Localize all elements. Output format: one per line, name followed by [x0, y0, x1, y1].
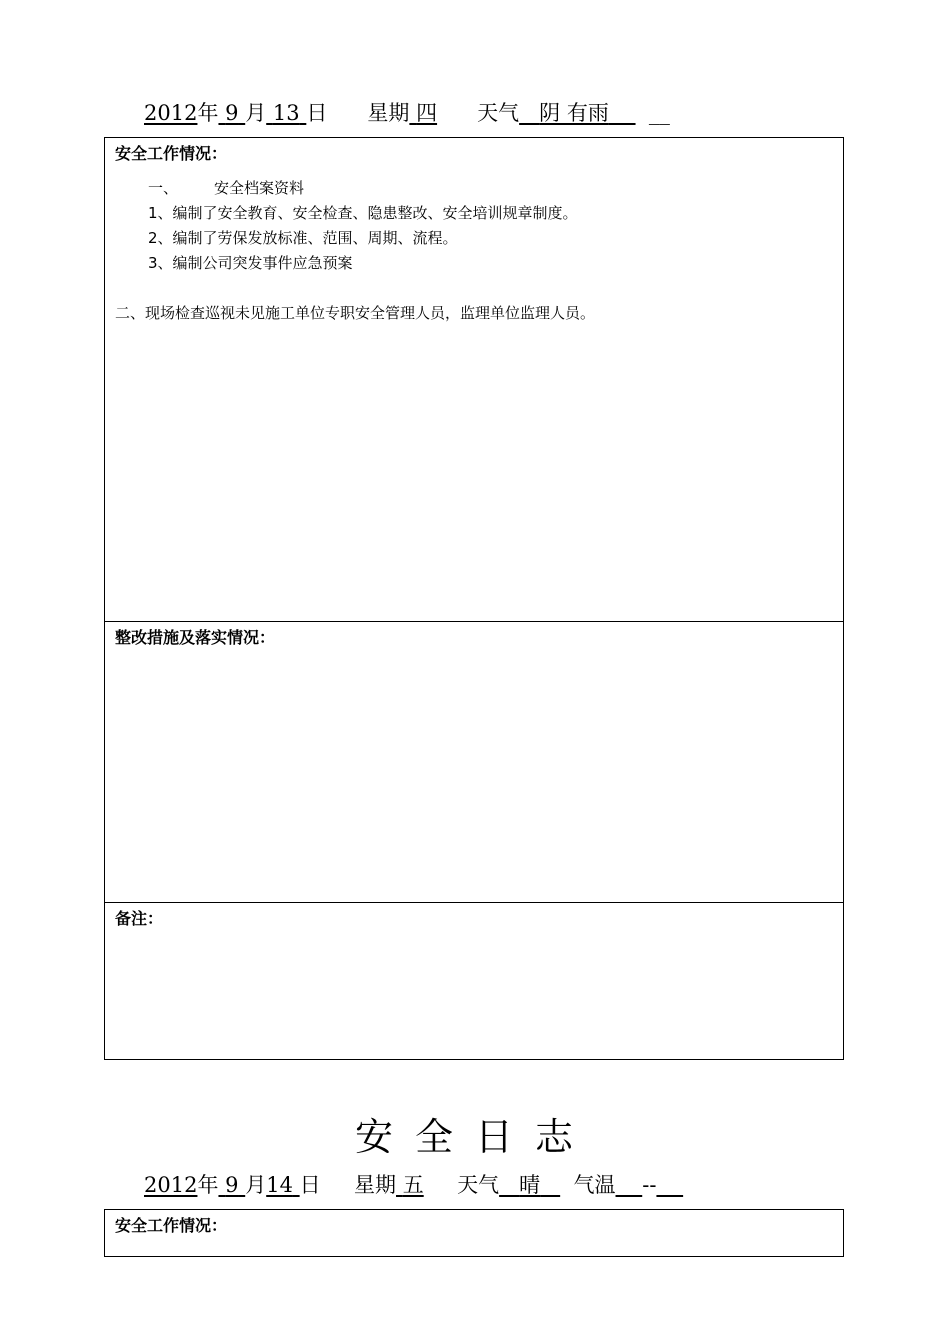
year-suffix: 年	[197, 101, 219, 125]
day-value: 14	[266, 1173, 293, 1197]
weather-label: 天气	[457, 1173, 500, 1197]
heading-1-number: 一、	[148, 179, 179, 197]
work-section	[105, 1210, 843, 1256]
remarks-section	[105, 903, 843, 1059]
temperature-value: --	[642, 1173, 657, 1197]
remarks-section-title: 备注：	[115, 909, 164, 928]
year-value: 2012	[144, 1173, 198, 1197]
rectify-section-title: 整改措施及落实情况：	[115, 628, 276, 647]
weekday-label: 星期	[354, 1173, 397, 1197]
work-item-2: 2、编制了劳保发放标准、范围、周期、流程。	[148, 229, 458, 247]
weekday-label: 星期	[367, 101, 410, 125]
year-suffix: 年	[197, 1173, 219, 1197]
year-value: 2012	[144, 101, 198, 125]
log-table-entry-1	[104, 137, 844, 1060]
rectify-section	[105, 622, 843, 903]
day-suffix: 日	[306, 101, 328, 125]
heading-2: 二、现场检查巡视未见施工单位专职安全管理人员，监理单位监理人员。	[115, 304, 596, 322]
log-table-entry-2	[104, 1209, 844, 1257]
date-line-entry-2	[144, 1172, 683, 1198]
day-value: 13	[272, 101, 300, 125]
page-title: 安全日志	[354, 1115, 595, 1159]
weekday-value: 五	[402, 1173, 424, 1197]
temperature-label: 气温	[573, 1173, 616, 1197]
work-section-title: 安全工作情况：	[115, 144, 228, 163]
month-suffix: 月	[245, 101, 267, 125]
month-value: 9	[225, 101, 239, 125]
month-suffix: 月	[245, 1173, 267, 1197]
weekday-value: 四	[416, 101, 438, 125]
trailing-blank: __	[648, 101, 670, 125]
weather-value: 晴	[519, 1173, 541, 1197]
work-item-1: 1、编制了安全教育、安全检查、隐患整改、安全培训规章制度。	[148, 204, 578, 222]
weather-value: 阴 有雨	[539, 101, 609, 125]
date-line-entry-1	[144, 100, 670, 126]
day-suffix: 日	[299, 1173, 321, 1197]
weather-label: 天气	[477, 101, 520, 125]
work-section-title: 安全工作情况：	[115, 1216, 228, 1235]
heading-1-text: 安全档案资料	[214, 179, 305, 197]
month-value: 9	[225, 1173, 239, 1197]
work-item-3: 3、编制公司突发事件应急预案	[148, 254, 353, 272]
work-section	[105, 138, 843, 622]
